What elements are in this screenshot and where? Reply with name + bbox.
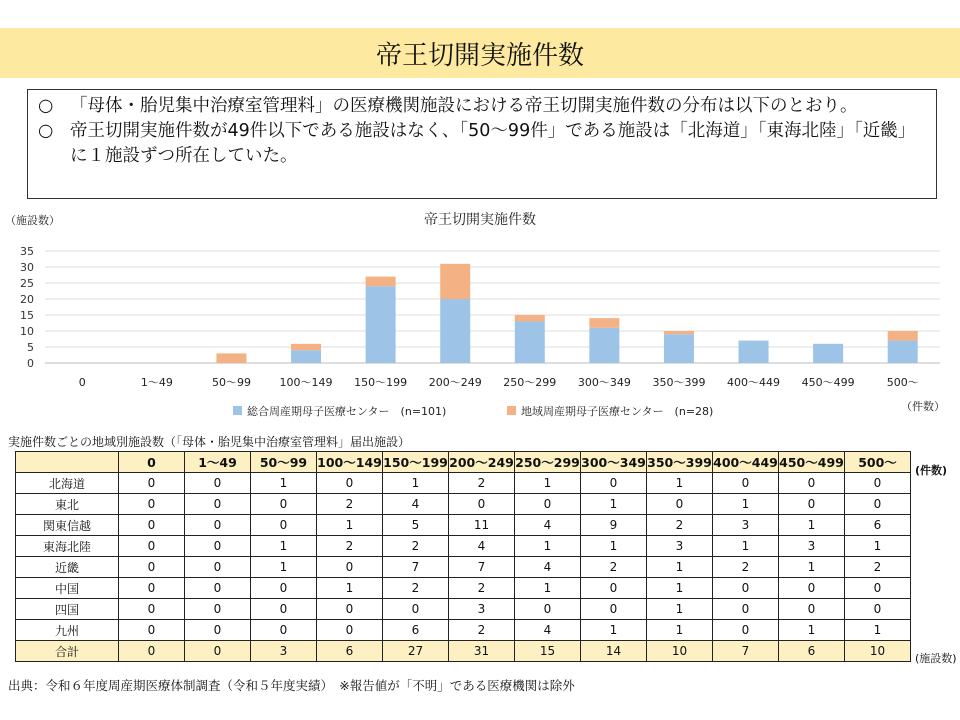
table-cell: 1 bbox=[647, 578, 713, 599]
row-header: 合計 bbox=[16, 641, 119, 662]
y-tick-label: 5 bbox=[27, 341, 34, 354]
table-cell: 6 bbox=[383, 620, 449, 641]
table-cell: 0 bbox=[779, 473, 845, 494]
column-header: 250～299 bbox=[515, 452, 581, 473]
table-cell: 0 bbox=[515, 599, 581, 620]
table-cell: 0 bbox=[713, 578, 779, 599]
table-cell: 0 bbox=[317, 557, 383, 578]
bar-segment-regional bbox=[888, 331, 918, 341]
table-cell: 31 bbox=[449, 641, 515, 662]
y-tick-label: 35 bbox=[20, 245, 34, 258]
column-header: 150～199 bbox=[383, 452, 449, 473]
table-cell: 0 bbox=[185, 620, 251, 641]
x-tick-label: 500～ bbox=[886, 376, 919, 389]
table-cell: 1 bbox=[251, 473, 317, 494]
x-tick-label: 100～149 bbox=[279, 376, 333, 389]
table-cell: 14 bbox=[581, 641, 647, 662]
row-header: 東北 bbox=[16, 494, 119, 515]
row-header: 北海道 bbox=[16, 473, 119, 494]
table-cell: 15 bbox=[515, 641, 581, 662]
bar-segment-general bbox=[291, 350, 321, 363]
table-corner-cell bbox=[16, 452, 119, 473]
note-text: 「母体・胎児集中治療室管理料」の医療機関施設における帝王切開実施件数の分布は以下のとおり。 bbox=[70, 96, 858, 116]
table-cell: 1 bbox=[581, 536, 647, 557]
table-cell: 0 bbox=[251, 515, 317, 536]
table-cell: 0 bbox=[845, 599, 911, 620]
table-total-row bbox=[16, 641, 911, 662]
table-cell: 0 bbox=[383, 599, 449, 620]
table-cell: 2 bbox=[317, 536, 383, 557]
page-title: 帝王切開実施件数 bbox=[375, 40, 584, 71]
table-row bbox=[16, 599, 911, 620]
bar-segment-general bbox=[888, 341, 918, 363]
table-cell: 0 bbox=[119, 494, 185, 515]
table-cell: 4 bbox=[383, 494, 449, 515]
table-cell: 1 bbox=[845, 536, 911, 557]
table-cell: 2 bbox=[449, 620, 515, 641]
row-header: 九州 bbox=[16, 620, 119, 641]
x-tick-label: 450～499 bbox=[801, 376, 855, 389]
table-cell: 0 bbox=[185, 473, 251, 494]
table-cell: 0 bbox=[119, 578, 185, 599]
x-tick-label: 1～49 bbox=[140, 376, 173, 389]
x-tick-label: 400～449 bbox=[727, 376, 781, 389]
table-cell: 0 bbox=[581, 578, 647, 599]
y-tick-label: 20 bbox=[20, 293, 34, 306]
table-cell: 1 bbox=[581, 494, 647, 515]
table-cell: 6 bbox=[317, 641, 383, 662]
table-cell: 0 bbox=[779, 578, 845, 599]
table-cell: 0 bbox=[185, 557, 251, 578]
x-tick-label: 50～99 bbox=[211, 376, 251, 389]
table-cell: 1 bbox=[845, 620, 911, 641]
table-cell: 0 bbox=[251, 599, 317, 620]
y-axis-label: （施設数） bbox=[5, 214, 60, 227]
row-header: 関東信越 bbox=[16, 515, 119, 536]
bar-segment-general bbox=[813, 344, 843, 363]
stacked-bar-chart bbox=[0, 205, 960, 420]
table-cell: 0 bbox=[317, 473, 383, 494]
row-header: 近畿 bbox=[16, 557, 119, 578]
table-cell: 0 bbox=[251, 494, 317, 515]
table-cell: 0 bbox=[185, 515, 251, 536]
bar-segment-regional bbox=[515, 315, 545, 321]
table-cell: 2 bbox=[383, 536, 449, 557]
table-cell: 0 bbox=[119, 515, 185, 536]
bullet-icon: ○ bbox=[38, 96, 54, 116]
table-cell: 27 bbox=[383, 641, 449, 662]
x-axis-unit: （件数） bbox=[901, 400, 945, 413]
bar-segment-general bbox=[664, 334, 694, 363]
table-cell: 0 bbox=[713, 473, 779, 494]
table-cell: 0 bbox=[449, 494, 515, 515]
y-tick-label: 10 bbox=[20, 325, 34, 338]
table-cell: 0 bbox=[119, 620, 185, 641]
table-row bbox=[16, 515, 911, 536]
table-unit-facilities: (施設数) bbox=[915, 652, 957, 665]
column-header: 0 bbox=[119, 452, 185, 473]
chart-title: 帝王切開実施件数 bbox=[424, 212, 536, 228]
y-tick-label: 30 bbox=[20, 261, 34, 274]
column-header: 500～ bbox=[845, 452, 911, 473]
table-cell: 0 bbox=[779, 599, 845, 620]
note-item bbox=[38, 94, 926, 119]
column-header: 1～49 bbox=[185, 452, 251, 473]
table-cell: 1 bbox=[515, 473, 581, 494]
title-bar bbox=[0, 28, 960, 78]
table-unit-count: (件数) bbox=[915, 464, 948, 477]
table-cell: 4 bbox=[515, 515, 581, 536]
bar-segment-regional bbox=[664, 331, 694, 334]
column-header: 50～99 bbox=[251, 452, 317, 473]
table-row bbox=[16, 494, 911, 515]
table-cell: 3 bbox=[251, 641, 317, 662]
table-cell: 0 bbox=[185, 578, 251, 599]
table-cell: 6 bbox=[779, 641, 845, 662]
bar-segment-general bbox=[515, 321, 545, 363]
table-cell: 0 bbox=[185, 641, 251, 662]
table-cell: 0 bbox=[317, 620, 383, 641]
bar-segment-general bbox=[739, 341, 769, 363]
table-row bbox=[16, 473, 911, 494]
table-cell: 4 bbox=[449, 536, 515, 557]
x-tick-label: 200～249 bbox=[428, 376, 482, 389]
table-cell: 1 bbox=[647, 473, 713, 494]
region-distribution-table bbox=[15, 451, 911, 662]
table-cell: 3 bbox=[647, 536, 713, 557]
legend-label: 地域周産期母子医療センター (n=28) bbox=[521, 405, 714, 418]
row-header: 中国 bbox=[16, 578, 119, 599]
table-cell: 0 bbox=[779, 494, 845, 515]
y-tick-label: 15 bbox=[20, 309, 34, 322]
note-text: 帝王切開実施件数が49件以下である施設はなく、「50～99件」である施設は「北海道」「東海北陸」「近畿」に１施設ずつ所在していた。 bbox=[70, 121, 916, 166]
table-cell: 7 bbox=[383, 557, 449, 578]
table-cell: 1 bbox=[515, 536, 581, 557]
table-row bbox=[16, 578, 911, 599]
x-tick-label: 300～349 bbox=[577, 376, 631, 389]
bar-segment-general bbox=[589, 328, 619, 363]
table-cell: 0 bbox=[845, 578, 911, 599]
x-tick-label: 250～299 bbox=[503, 376, 557, 389]
table-cell: 9 bbox=[581, 515, 647, 536]
table-cell: 1 bbox=[647, 620, 713, 641]
table-row bbox=[16, 536, 911, 557]
table-caption: 実施件数ごとの地域別施設数（「母体・胎児集中治療室管理料」届出施設） bbox=[8, 435, 411, 449]
table-cell: 0 bbox=[251, 620, 317, 641]
table-cell: 3 bbox=[713, 515, 779, 536]
x-tick-label: 350～399 bbox=[652, 376, 706, 389]
column-header: 400～449 bbox=[713, 452, 779, 473]
source-note: 出典：令和６年度周産期医療体制調査（令和５年度実績） ※報告値が「不明」である医療機関は除外 bbox=[8, 678, 575, 693]
y-tick-label: 0 bbox=[27, 357, 34, 370]
table-row bbox=[16, 620, 911, 641]
table-cell: 2 bbox=[581, 557, 647, 578]
x-tick-label: 0 bbox=[78, 376, 86, 389]
table-header-row bbox=[16, 452, 911, 473]
table-cell: 0 bbox=[119, 473, 185, 494]
table-cell: 1 bbox=[713, 494, 779, 515]
bar-segment-regional bbox=[291, 344, 321, 350]
row-header: 四国 bbox=[16, 599, 119, 620]
table-cell: 1 bbox=[581, 620, 647, 641]
bar-segment-general bbox=[440, 299, 470, 363]
table-cell: 0 bbox=[581, 473, 647, 494]
table-cell: 1 bbox=[779, 620, 845, 641]
table-cell: 3 bbox=[779, 536, 845, 557]
table-cell: 1 bbox=[317, 515, 383, 536]
notes-box bbox=[27, 89, 937, 199]
table-cell: 0 bbox=[713, 620, 779, 641]
bar-segment-regional bbox=[589, 318, 619, 328]
table-cell: 2 bbox=[449, 473, 515, 494]
table-cell: 5 bbox=[383, 515, 449, 536]
table-cell: 1 bbox=[251, 536, 317, 557]
column-header: 100～149 bbox=[317, 452, 383, 473]
bar-segment-regional bbox=[216, 353, 246, 363]
table-cell: 2 bbox=[449, 578, 515, 599]
table-cell: 11 bbox=[449, 515, 515, 536]
table-cell: 7 bbox=[449, 557, 515, 578]
table-cell: 0 bbox=[119, 641, 185, 662]
table-cell: 2 bbox=[713, 557, 779, 578]
table-cell: 10 bbox=[647, 641, 713, 662]
table-cell: 3 bbox=[449, 599, 515, 620]
table-cell: 1 bbox=[383, 473, 449, 494]
table-cell: 1 bbox=[779, 557, 845, 578]
table-cell: 2 bbox=[845, 557, 911, 578]
table-cell: 1 bbox=[317, 578, 383, 599]
legend-label: 総合周産期母子医療センター (n=101) bbox=[247, 405, 447, 418]
table-cell: 0 bbox=[581, 599, 647, 620]
bar-segment-regional bbox=[440, 264, 470, 299]
table-cell: 1 bbox=[251, 557, 317, 578]
table-cell: 0 bbox=[185, 536, 251, 557]
table-cell: 2 bbox=[647, 515, 713, 536]
legend-swatch bbox=[233, 406, 242, 415]
table-cell: 6 bbox=[845, 515, 911, 536]
bar-segment-general bbox=[366, 286, 396, 363]
table-cell: 0 bbox=[185, 494, 251, 515]
table-cell: 1 bbox=[713, 536, 779, 557]
table-cell: 7 bbox=[713, 641, 779, 662]
table-cell: 0 bbox=[119, 599, 185, 620]
table-cell: 0 bbox=[119, 536, 185, 557]
table-cell: 4 bbox=[515, 620, 581, 641]
table-cell: 1 bbox=[515, 578, 581, 599]
table-cell: 10 bbox=[845, 641, 911, 662]
table-cell: 0 bbox=[845, 473, 911, 494]
table-cell: 0 bbox=[185, 599, 251, 620]
table-cell: 4 bbox=[515, 557, 581, 578]
column-header: 450～499 bbox=[779, 452, 845, 473]
note-item bbox=[38, 119, 926, 169]
table-cell: 0 bbox=[317, 599, 383, 620]
table-cell: 2 bbox=[317, 494, 383, 515]
bar-segment-regional bbox=[366, 277, 396, 287]
table-cell: 0 bbox=[647, 494, 713, 515]
table-cell: 0 bbox=[515, 494, 581, 515]
legend-swatch bbox=[507, 406, 516, 415]
table-cell: 0 bbox=[251, 578, 317, 599]
table-cell: 1 bbox=[647, 557, 713, 578]
column-header: 300～349 bbox=[581, 452, 647, 473]
bullet-icon: ○ bbox=[38, 121, 54, 141]
table-cell: 1 bbox=[647, 599, 713, 620]
table-cell: 2 bbox=[383, 578, 449, 599]
row-header: 東海北陸 bbox=[16, 536, 119, 557]
x-tick-label: 150～199 bbox=[354, 376, 408, 389]
table-cell: 1 bbox=[779, 515, 845, 536]
table-cell: 0 bbox=[713, 599, 779, 620]
table-row bbox=[16, 557, 911, 578]
y-tick-label: 25 bbox=[20, 277, 34, 290]
column-header: 350～399 bbox=[647, 452, 713, 473]
column-header: 200～249 bbox=[449, 452, 515, 473]
table-cell: 0 bbox=[119, 557, 185, 578]
table-cell: 0 bbox=[845, 494, 911, 515]
